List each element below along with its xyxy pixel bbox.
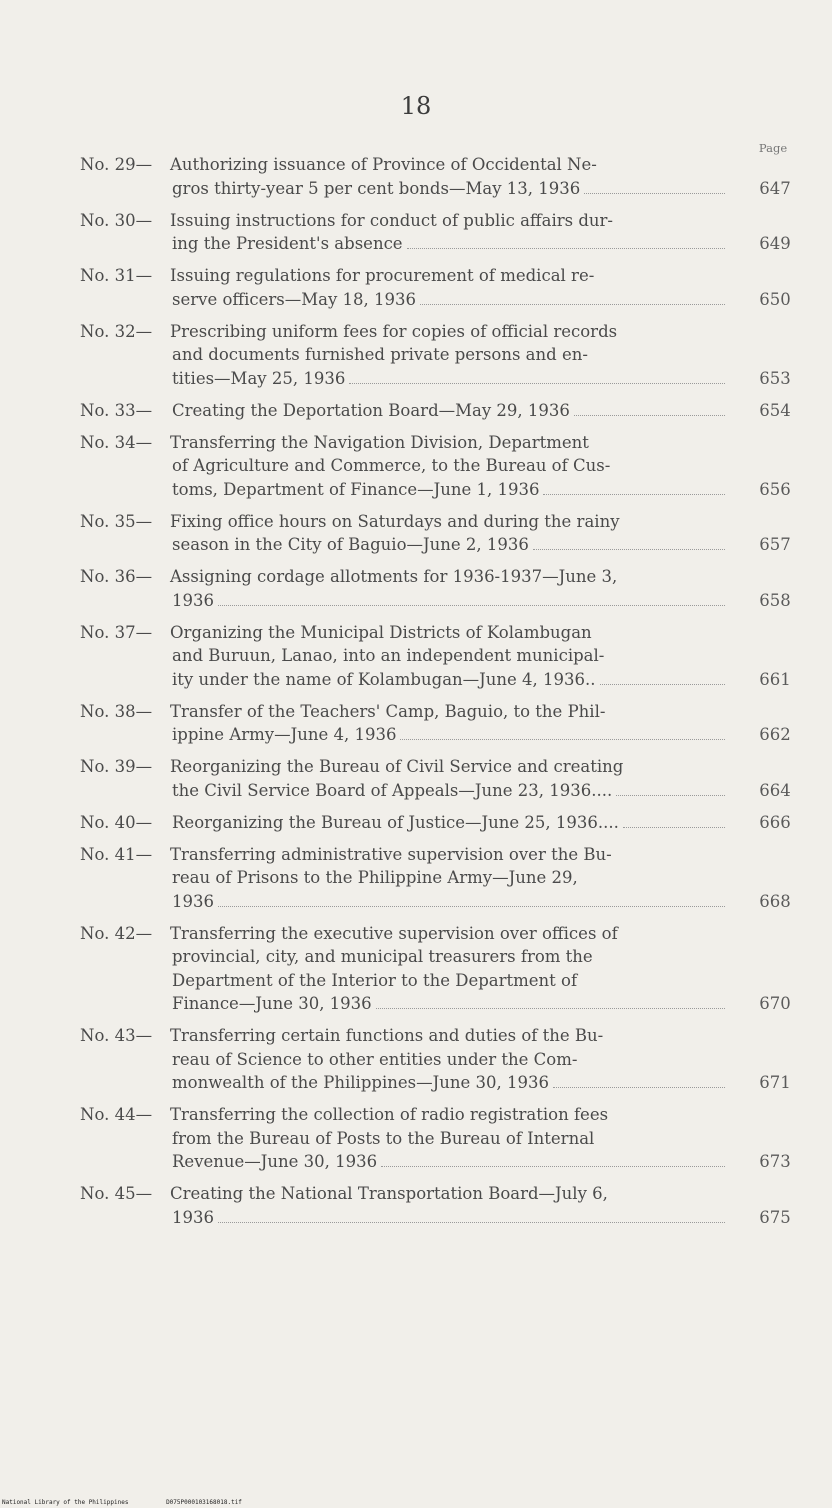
entry-title-line: Issuing instructions for conduct of public affairs dur-	[170, 210, 614, 230]
toc-entry	[80, 1024, 796, 1095]
dot-leader	[407, 248, 725, 249]
toc-entry	[80, 320, 796, 391]
dot-leader	[376, 1008, 725, 1009]
page-ref: 673	[759, 1152, 791, 1171]
order-number: No. 37—	[80, 622, 153, 642]
toc-entry	[80, 922, 796, 1016]
page-ref: 670	[759, 994, 791, 1013]
order-number: No. 33—	[80, 400, 153, 420]
entry-title-line: monwealth of the Philippines—June 30, 1936	[172, 1073, 549, 1092]
page-ref: 658	[759, 590, 791, 610]
toc-entry	[80, 621, 796, 692]
entry-title-line: Fixing office hours on Saturdays and during the rainy	[170, 511, 620, 531]
file-id: D075P000103168018.tif	[166, 1499, 242, 1506]
dot-leader	[349, 383, 725, 384]
entry-title-line: ing the President's absence	[172, 234, 403, 253]
entry-title-line: Transferring the executive supervision over offices of	[170, 923, 618, 943]
toc-entry	[80, 700, 796, 747]
toc-entry	[80, 209, 796, 256]
entry-title-line: the Civil Service Board of Appeals—June 23, 1936....	[172, 780, 613, 800]
entry-title-line: Reorganizing the Bureau of Civil Service and creating	[170, 757, 624, 776]
order-number: No. 41—	[80, 844, 153, 864]
page-ref: 666	[759, 812, 791, 832]
toc-entry	[80, 755, 796, 802]
entry-title-line: Transferring the Navigation Division, Department	[170, 432, 589, 452]
entry-title-line: Reorganizing the Bureau of Justice—June 25, 1936....	[172, 812, 619, 832]
order-number: No. 36—	[80, 567, 153, 586]
page-ref: 668	[759, 891, 791, 911]
order-number: No. 40—	[80, 812, 153, 832]
entry-title-line: Creating the Deportation Board—May 29, 1936	[172, 400, 570, 420]
entry-title-line: Organizing the Municipal Districts of Kolambugan	[170, 622, 592, 642]
entry-title-line: Transferring administrative supervision over the Bu-	[170, 844, 612, 864]
order-number: No. 31—	[80, 266, 153, 285]
entry-title-line: 1936	[172, 891, 214, 911]
scan-footer	[2, 1499, 276, 1506]
page-ref: 671	[759, 1073, 791, 1092]
dot-leader	[533, 549, 725, 550]
page-ref: 657	[759, 535, 791, 554]
toc-entry	[80, 1182, 796, 1229]
order-number: No. 32—	[80, 321, 153, 341]
toc-entry	[80, 1103, 796, 1174]
dot-leader	[584, 193, 725, 194]
dot-leader	[574, 415, 725, 416]
entry-title-line: Transfer of the Teachers' Camp, Baguio, to the Phil-	[170, 701, 606, 721]
entry-title-line: tities—May 25, 1936	[172, 368, 346, 388]
entry-title-line: Authorizing issuance of Province of Occidental Ne-	[170, 155, 597, 174]
page-ref: 653	[759, 368, 791, 388]
page-ref: 656	[759, 479, 791, 499]
dot-leader	[543, 494, 725, 495]
page-ref: 654	[759, 400, 791, 420]
library-credit: National Library of the Philippines	[2, 1499, 129, 1506]
order-number: No. 38—	[80, 701, 153, 721]
entry-title-line: gros thirty-year 5 per cent bonds—May 13, 1936	[172, 178, 581, 198]
entry-title-line: Finance—June 30, 1936	[172, 994, 372, 1013]
entry-title-line: 1936	[172, 590, 214, 610]
entry-title-line: Transferring certain functions and duties of the Bu-	[170, 1026, 604, 1045]
toc-entry	[80, 399, 796, 423]
page-ref: 650	[759, 289, 791, 309]
order-number: No. 45—	[80, 1184, 153, 1203]
page-ref: 649	[759, 234, 791, 253]
entry-title-line: ippine Army—June 4, 1936	[172, 725, 397, 744]
page-ref: 661	[759, 669, 791, 689]
entry-title-line: Department of the Interior to the Department of	[172, 970, 578, 990]
entry-title-line: and Buruun, Lanao, into an independent municipal-	[172, 646, 605, 665]
page-ref: 662	[759, 725, 791, 744]
entry-title-line: ity under the name of Kolambugan—June 4, 1936..	[172, 669, 596, 689]
order-number: No. 30—	[80, 210, 153, 230]
order-number: No. 29—	[80, 155, 153, 174]
entry-title-line: Revenue—June 30, 1936	[172, 1152, 378, 1171]
dot-leader	[218, 906, 725, 907]
order-number: No. 35—	[80, 511, 153, 531]
page-column-header: Page	[758, 141, 788, 155]
entry-title-line: provincial, city, and municipal treasurers from the	[172, 947, 593, 966]
dot-leader	[623, 827, 725, 828]
entry-title-line: Issuing regulations for procurement of medical re-	[170, 266, 595, 285]
page-ref: 647	[759, 178, 791, 198]
dot-leader	[381, 1166, 725, 1167]
dot-leader	[553, 1087, 725, 1088]
toc-entry	[80, 431, 796, 502]
entry-title-line: toms, Department of Finance—June 1, 1936	[172, 479, 540, 499]
dot-leader	[420, 304, 725, 305]
entry-title-line: season in the City of Baguio—June 2, 1936	[172, 535, 529, 554]
entry-title-line: and documents furnished private persons and en-	[172, 345, 588, 364]
entry-title-line: Creating the National Transportation Board—July 6,	[170, 1184, 608, 1203]
entry-title-line: Assigning cordage allotments for 1936-1937—June 3,	[170, 567, 618, 586]
toc-entry	[80, 811, 796, 835]
toc-entry	[80, 264, 796, 311]
order-number: No. 34—	[80, 432, 153, 452]
toc-entry	[80, 565, 796, 612]
entry-title-line: reau of Prisons to the Philippine Army—June 29,	[172, 868, 578, 887]
toc-entry	[80, 510, 796, 557]
dot-leader	[218, 1222, 725, 1223]
toc-entry	[80, 843, 796, 914]
entry-title-line: of Agriculture and Commerce, to the Bureau of Cus-	[172, 456, 611, 475]
entry-title-line: Prescribing uniform fees for copies of official records	[170, 321, 618, 341]
entry-title-line: Transferring the collection of radio registration fees	[170, 1105, 609, 1124]
page-number: 18	[400, 92, 432, 120]
order-number: No. 39—	[80, 757, 153, 776]
entry-title-line: from the Bureau of Posts to the Bureau of Internal	[172, 1128, 595, 1148]
entry-title-line: 1936	[172, 1207, 214, 1227]
table-of-contents	[80, 153, 796, 1238]
dot-leader	[616, 795, 725, 796]
page-ref: 675	[759, 1207, 791, 1227]
dot-leader	[600, 684, 726, 685]
page-ref: 664	[759, 780, 791, 800]
dot-leader	[218, 605, 725, 606]
order-number: No. 43—	[80, 1026, 153, 1045]
toc-entry	[80, 153, 796, 200]
order-number: No. 44—	[80, 1105, 153, 1124]
dot-leader	[400, 739, 725, 740]
entry-title-line: serve officers—May 18, 1936	[172, 289, 417, 309]
order-number: No. 42—	[80, 923, 153, 943]
entry-title-line: reau of Science to other entities under the Com-	[172, 1049, 578, 1069]
